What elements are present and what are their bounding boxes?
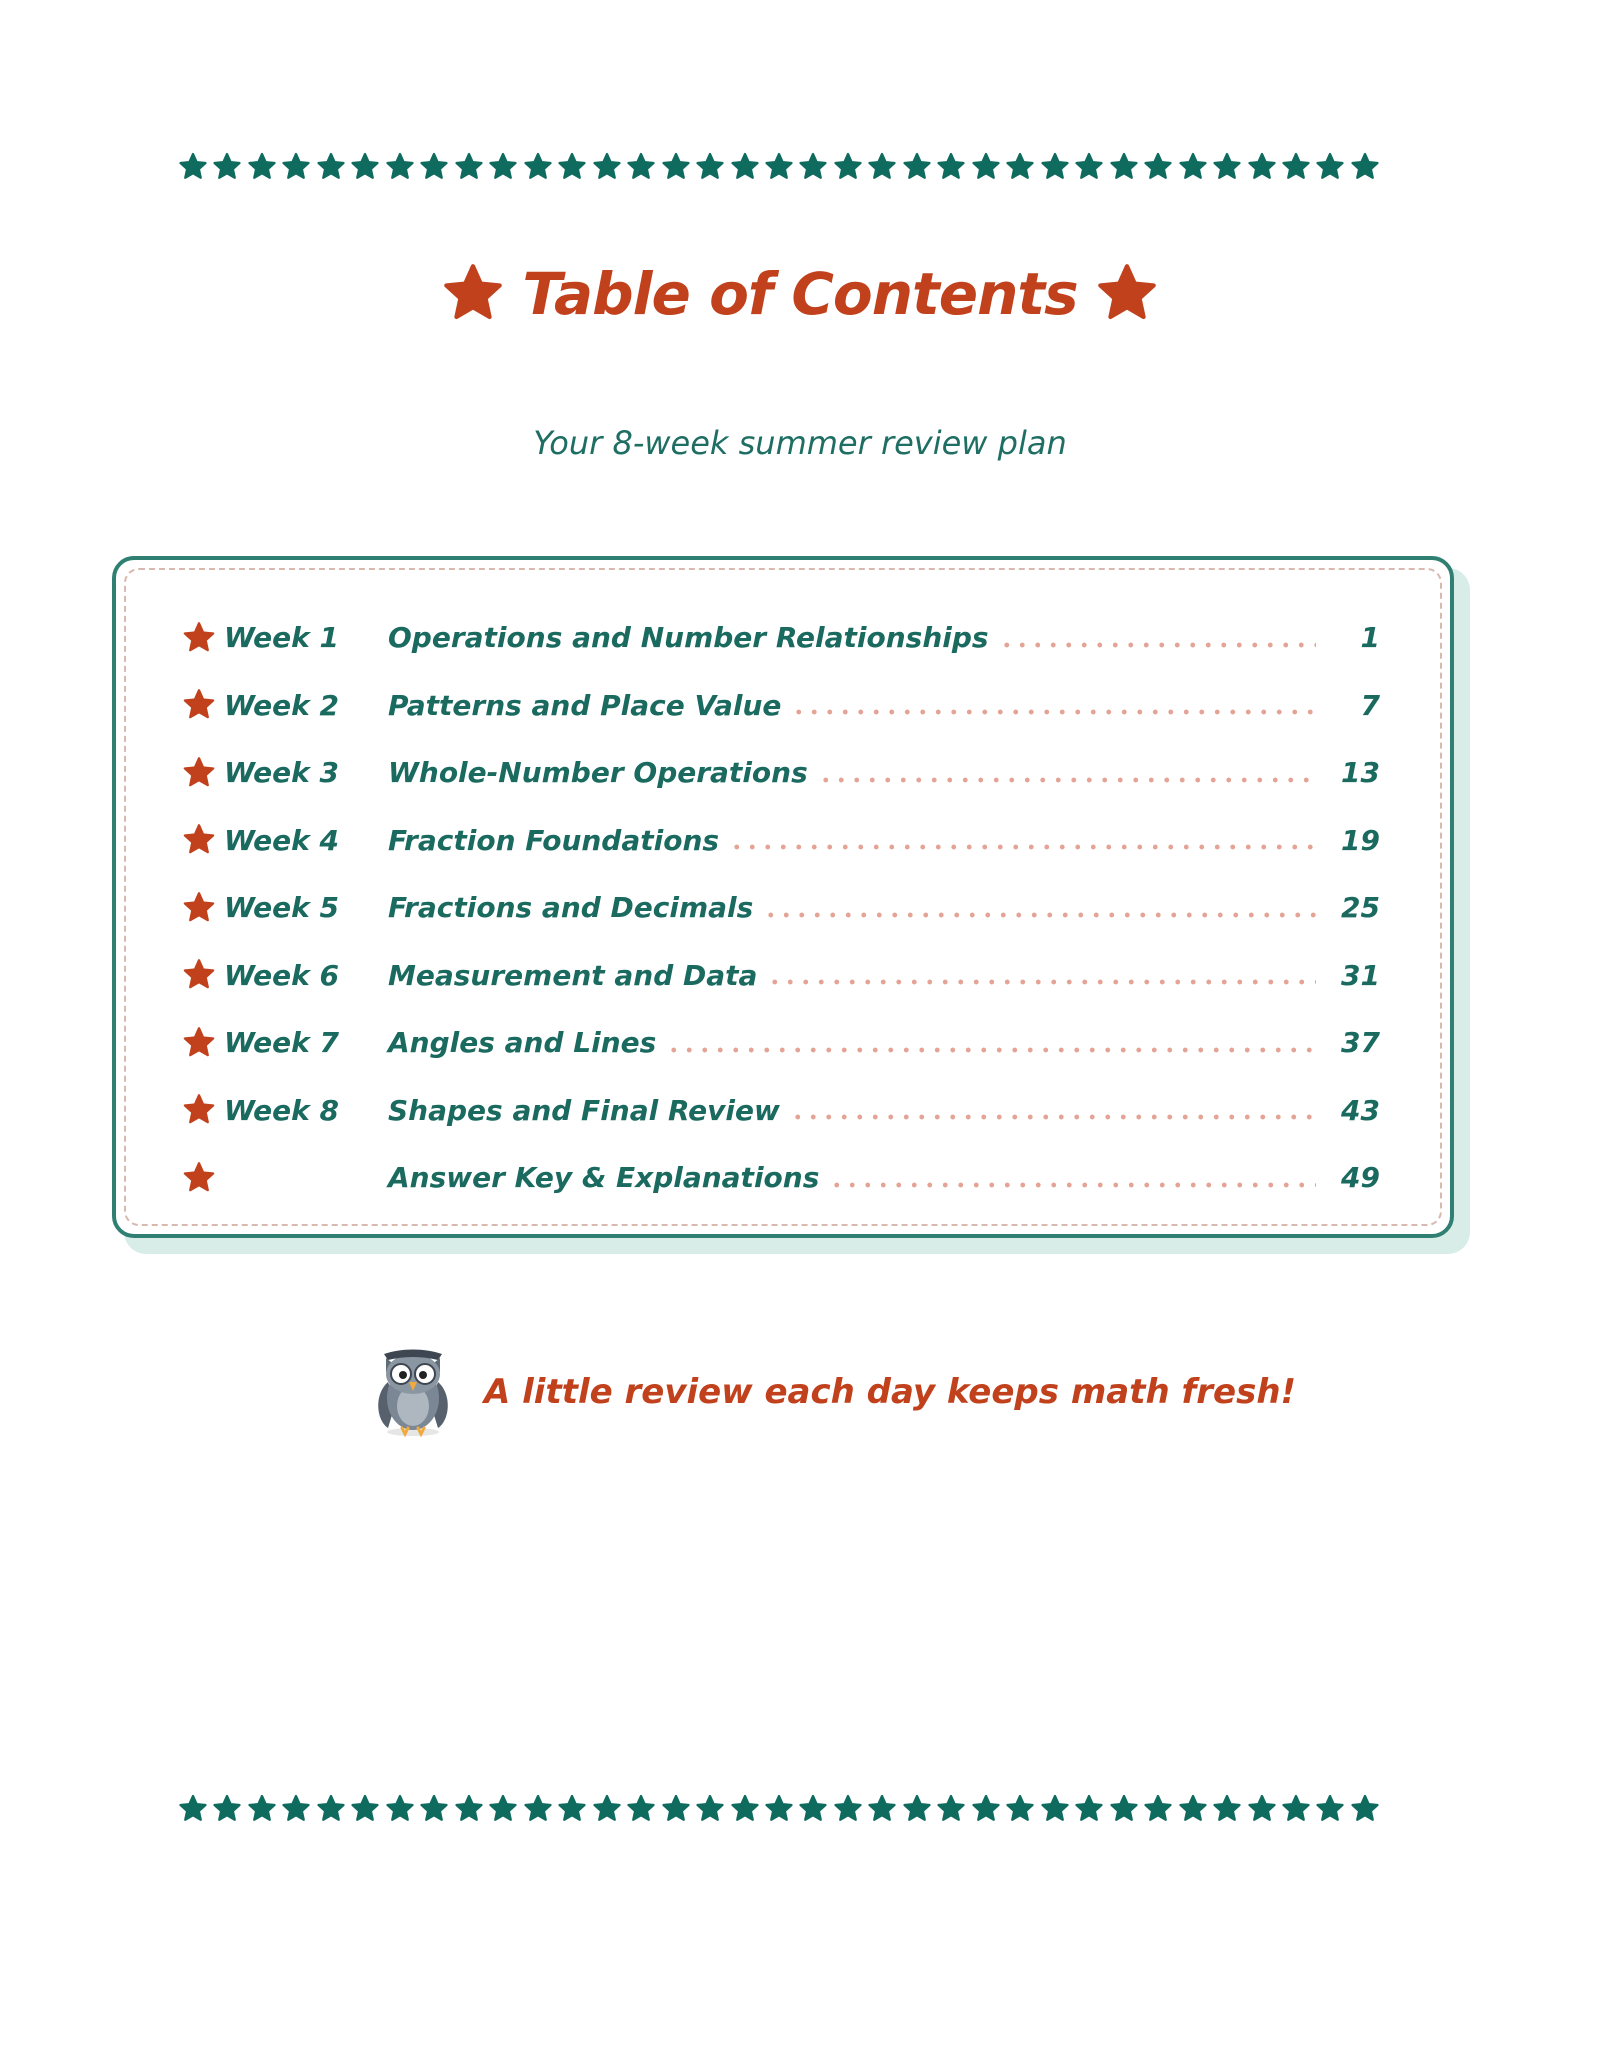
star-icon xyxy=(730,1794,760,1824)
toc-week-label: Week 2 xyxy=(224,688,339,722)
toc-dot-leader xyxy=(666,1047,1316,1053)
owl-icon xyxy=(372,1342,454,1438)
star-icon xyxy=(661,1794,691,1824)
toc-week-label: Week 8 xyxy=(224,1093,339,1127)
toc-page-number: 31 xyxy=(1341,958,1380,992)
toc-week-label: Week 1 xyxy=(224,621,339,655)
star-icon xyxy=(180,891,218,925)
star-icon xyxy=(833,152,863,182)
star-icon xyxy=(1040,1794,1070,1824)
toc-page-number: 25 xyxy=(1341,891,1380,925)
toc-page-number: 37 xyxy=(1341,1026,1380,1060)
star-icon xyxy=(454,152,484,182)
toc-dot-leader xyxy=(767,979,1316,985)
toc-entry-title: Shapes and Final Review xyxy=(388,1093,780,1127)
star-icon xyxy=(592,152,622,182)
toc-page-number: 7 xyxy=(1360,688,1380,722)
star-border-top xyxy=(178,150,1380,184)
star-icon xyxy=(902,152,932,182)
toc-entry-title: Answer Key & Explanations xyxy=(388,1161,820,1195)
star-icon xyxy=(281,152,311,182)
star-icon xyxy=(798,152,828,182)
star-icon xyxy=(1005,152,1035,182)
star-icon xyxy=(180,1161,218,1195)
star-icon xyxy=(488,152,518,182)
star-icon xyxy=(626,152,656,182)
star-icon xyxy=(936,152,966,182)
toc-page-number: 13 xyxy=(1341,756,1380,790)
star-icon xyxy=(419,152,449,182)
star-icon xyxy=(661,152,691,182)
star-icon xyxy=(454,1794,484,1824)
star-icon xyxy=(1005,1794,1035,1824)
star-icon xyxy=(178,1794,208,1824)
star-icon xyxy=(936,1794,966,1824)
toc-entry-title: Patterns and Place Value xyxy=(388,688,782,722)
star-icon xyxy=(902,1794,932,1824)
toc-row-answer-key[interactable] xyxy=(180,1144,1380,1212)
toc-week-label: Week 4 xyxy=(224,823,339,857)
toc-entry-title: Fraction Foundations xyxy=(388,823,720,857)
toc-row-week-4[interactable] xyxy=(180,807,1380,875)
star-icon xyxy=(1094,262,1160,326)
star-icon xyxy=(971,1794,1001,1824)
star-icon xyxy=(316,1794,346,1824)
star-icon xyxy=(798,1794,828,1824)
star-icon xyxy=(557,152,587,182)
star-icon xyxy=(1109,152,1139,182)
toc-dot-leader xyxy=(763,912,1316,918)
page-subtitle: Your 8-week summer review plan xyxy=(533,424,1067,462)
star-icon xyxy=(1247,152,1277,182)
star-icon xyxy=(1350,152,1380,182)
star-icon xyxy=(316,152,346,182)
star-icon xyxy=(971,152,1001,182)
star-icon xyxy=(247,1794,277,1824)
star-icon xyxy=(557,1794,587,1824)
star-icon xyxy=(385,152,415,182)
toc-page-number: 49 xyxy=(1341,1161,1380,1195)
toc-week-label: Week 5 xyxy=(224,891,339,925)
title-block xyxy=(0,262,1600,326)
star-icon xyxy=(212,152,242,182)
star-icon xyxy=(867,152,897,182)
star-icon xyxy=(1281,1794,1311,1824)
toc-dot-leader xyxy=(829,1182,1316,1188)
star-icon xyxy=(1178,152,1208,182)
motto-text: A little review each day keeps math fresh! xyxy=(484,1372,1297,1412)
star-icon xyxy=(385,1794,415,1824)
star-icon xyxy=(180,756,218,790)
star-icon xyxy=(764,1794,794,1824)
toc-list xyxy=(180,604,1380,1212)
star-icon xyxy=(419,1794,449,1824)
star-icon xyxy=(730,152,760,182)
toc-week-label: Week 6 xyxy=(224,958,339,992)
toc-dot-leader xyxy=(999,642,1316,648)
star-icon xyxy=(212,1794,242,1824)
star-icon xyxy=(488,1794,518,1824)
star-icon xyxy=(1109,1794,1139,1824)
toc-row-week-2[interactable] xyxy=(180,672,1380,740)
star-icon xyxy=(350,152,380,182)
star-icon xyxy=(695,152,725,182)
toc-entry-title: Operations and Number Relationships xyxy=(388,621,989,655)
toc-dot-leader xyxy=(818,777,1316,783)
toc-entry-title: Angles and Lines xyxy=(388,1026,657,1060)
star-icon xyxy=(833,1794,863,1824)
toc-page-number: 43 xyxy=(1341,1093,1380,1127)
toc-row-week-3[interactable] xyxy=(180,739,1380,807)
toc-row-week-8[interactable] xyxy=(180,1077,1380,1145)
star-icon xyxy=(1143,152,1173,182)
toc-entry-title: Fractions and Decimals xyxy=(388,891,754,925)
star-icon xyxy=(1315,152,1345,182)
star-icon xyxy=(440,262,506,326)
star-icon xyxy=(281,1794,311,1824)
toc-dot-leader xyxy=(790,1114,1316,1120)
star-icon xyxy=(523,1794,553,1824)
star-icon xyxy=(1143,1794,1173,1824)
star-icon xyxy=(1074,1794,1104,1824)
star-icon xyxy=(1315,1794,1345,1824)
star-icon xyxy=(1040,152,1070,182)
star-icon xyxy=(1247,1794,1277,1824)
toc-entry-title: Measurement and Data xyxy=(388,958,758,992)
star-icon xyxy=(247,152,277,182)
toc-row-week-6[interactable] xyxy=(180,942,1380,1010)
star-icon xyxy=(1178,1794,1208,1824)
star-icon xyxy=(180,958,218,992)
page-title: Table of Contents xyxy=(522,260,1078,328)
toc-row-week-5[interactable] xyxy=(180,874,1380,942)
star-icon xyxy=(867,1794,897,1824)
star-icon xyxy=(1350,1794,1380,1824)
star-border-bottom xyxy=(178,1792,1380,1826)
star-icon xyxy=(180,688,218,722)
star-icon xyxy=(180,1093,218,1127)
star-icon xyxy=(180,621,218,655)
toc-dot-leader xyxy=(729,844,1316,850)
star-icon xyxy=(1212,152,1242,182)
toc-week-label: Week 7 xyxy=(224,1026,339,1060)
star-icon xyxy=(592,1794,622,1824)
toc-row-week-7[interactable] xyxy=(180,1009,1380,1077)
toc-page-number: 19 xyxy=(1341,823,1380,857)
star-icon xyxy=(180,823,218,857)
star-icon xyxy=(180,1026,218,1060)
star-icon xyxy=(626,1794,656,1824)
star-icon xyxy=(764,152,794,182)
star-icon xyxy=(523,152,553,182)
toc-dot-leader xyxy=(791,709,1316,715)
star-icon xyxy=(178,152,208,182)
toc-row-week-1[interactable] xyxy=(180,604,1380,672)
toc-week-label: Week 3 xyxy=(224,756,339,790)
toc-page-number: 1 xyxy=(1360,621,1380,655)
star-icon xyxy=(1281,152,1311,182)
toc-entry-title: Whole-Number Operations xyxy=(388,756,808,790)
star-icon xyxy=(1212,1794,1242,1824)
star-icon xyxy=(695,1794,725,1824)
star-icon xyxy=(350,1794,380,1824)
star-icon xyxy=(1074,152,1104,182)
